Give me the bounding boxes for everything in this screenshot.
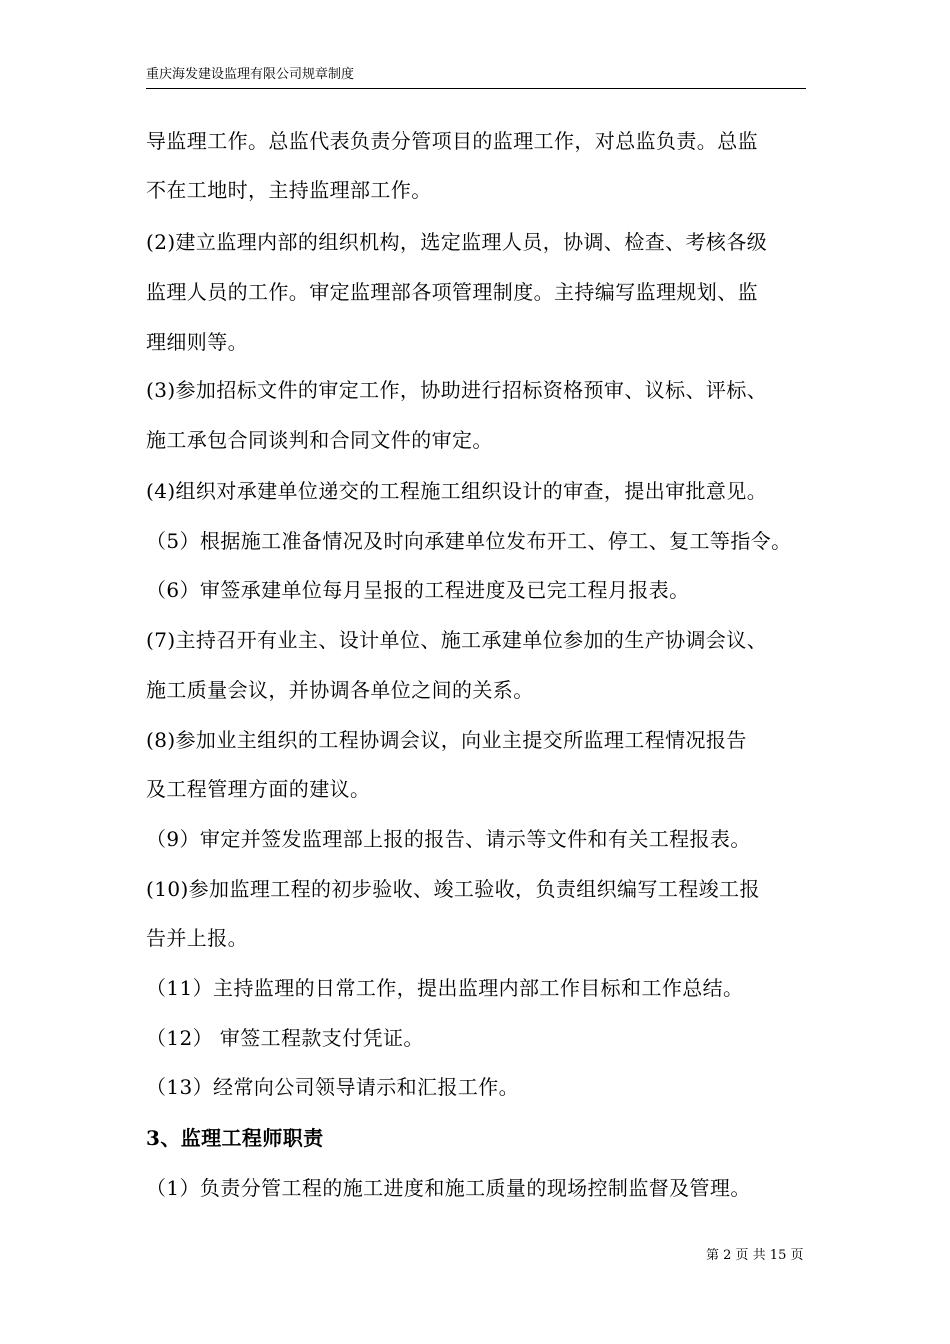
body-line: （9）审定并签发监理部上报的报告、请示等文件和有关工程报表。: [146, 827, 751, 851]
body-line: 告并上报。: [146, 926, 248, 950]
body-line: 理细则等。: [146, 330, 248, 354]
body-line: （5）根据施工准备情况及时向承建单位发布开工、停工、复工等指令。: [146, 529, 792, 553]
body-line: (2)建立监理内部的组织机构，选定监理人员，协调、检查、考核各级: [146, 230, 768, 254]
body-line: (10)参加监理工程的初步验收、竣工验收，负责组织编写工程竣工报: [146, 877, 760, 901]
body-line: 施工承包合同谈判和合同文件的审定。: [146, 428, 493, 452]
section-heading: 3、监理工程师职责: [146, 1126, 324, 1150]
header-title: 重庆海发建设监理有限公司规章制度: [146, 67, 355, 82]
body-line: （11）主持监理的日常工作，提出监理内部工作目标和工作总结。: [146, 976, 744, 1000]
body-line: （6）审签承建单位每月呈报的工程进度及已完工程月报表。: [146, 578, 690, 602]
body-line: (4)组织对承建单位递交的工程施工组织设计的审查，提出审批意见。: [146, 479, 768, 503]
body-line: 及工程管理方面的建议。: [146, 777, 371, 801]
body-line: (3)参加招标文件的审定工作，协助进行招标资格预审、议标、评标、: [146, 378, 768, 402]
body-line: 不在工地时，主持监理部工作。: [146, 178, 432, 202]
body-line: 施工质量会议，并协调各单位之间的关系。: [146, 678, 534, 702]
body-line: （13）经常向公司领导请示和汇报工作。: [146, 1075, 520, 1099]
body-line: (7)主持召开有业主、设计单位、施工承建单位参加的生产协调会议、: [146, 628, 768, 652]
body-line: 导监理工作。总监代表负责分管项目的监理工作，对总监负责。总监: [146, 129, 758, 153]
body-line: (8)参加业主组织的工程协调会议，向业主提交所监理工程情况报告: [146, 728, 747, 752]
body-line: 监理人员的工作。审定监理部各项管理制度。主持编写监理规划、监: [146, 280, 758, 304]
body-line: （12） 审签工程款支付凭证。: [146, 1026, 424, 1050]
page-footer: 第 2 页 共 15 页: [706, 1248, 804, 1263]
body-line: （1）负责分管工程的施工进度和施工质量的现场控制监督及管理。: [146, 1176, 751, 1200]
